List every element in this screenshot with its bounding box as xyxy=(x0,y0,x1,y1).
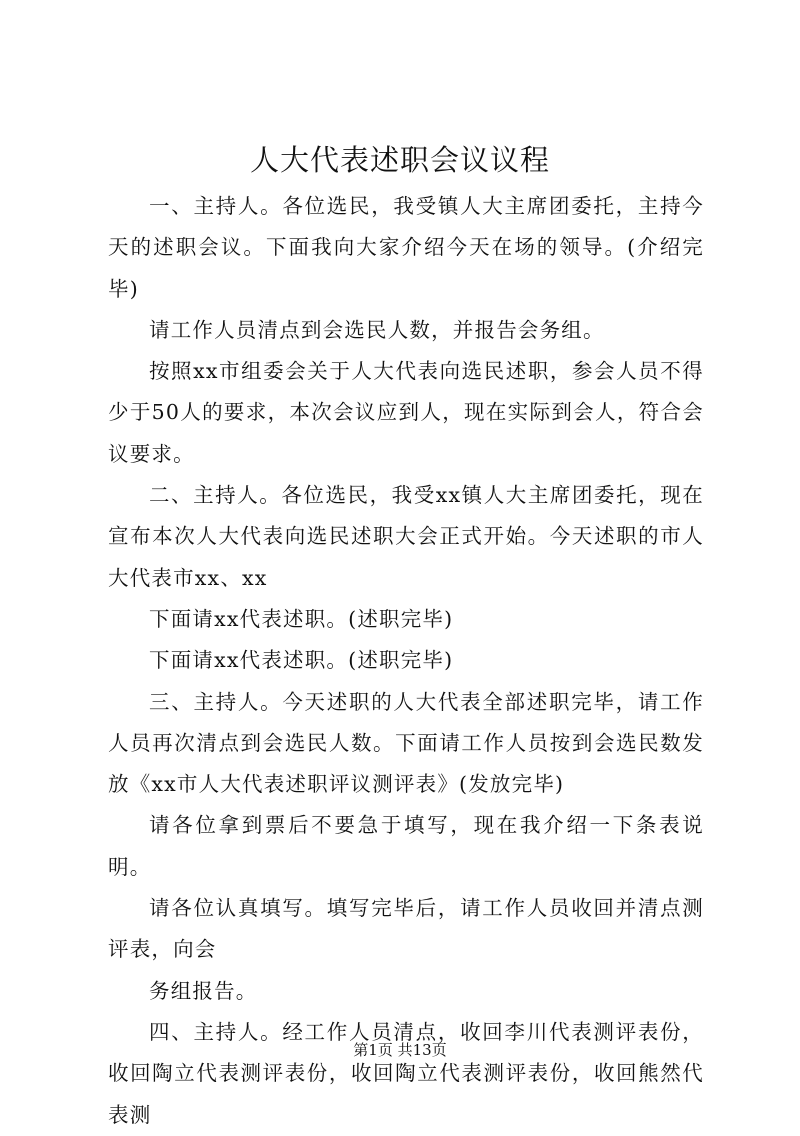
paragraph-8: 请各位拿到票后不要急于填写，现在我介绍一下条表说明。 xyxy=(108,813,704,879)
paragraph-9: 请各位认真填写。填写完毕后，请工作人员收回并清点测评表，向会 xyxy=(108,896,704,962)
paragraph-10: 务组报告。 xyxy=(149,978,258,1003)
paragraph-6: 下面请xx代表述职。(述职完毕) xyxy=(149,648,454,673)
paragraph-2: 请工作人员清点到会选民人数，并报告会务组。 xyxy=(149,317,605,342)
paragraph-3: 按照xx市组委会关于人大代表向选民述职，参会人员不得少于50人的要求，本次会议应到人，现在实际到会人，符合会议要求。 xyxy=(108,359,704,466)
document-title: 人大代表述职会议议程 xyxy=(249,143,550,177)
page-number-footer: 第1页 共13页 xyxy=(353,1041,447,1059)
paragraph-7: 三、主持人。今天述职的人大代表全部述职完毕，请工作人员再次清点到会选民人数。下面请工作人员按到会选民数发放《xx市人大代表述职评议测评表》(发放完毕) xyxy=(108,689,704,797)
paragraph-1: 一、主持人。各位选民，我受镇人大主席团委托，主持今天的述职会议。下面我向大家介绍今天在场的领导。(介绍完毕) xyxy=(108,194,704,301)
paragraph-5: 下面请xx代表述职。(述职完毕) xyxy=(149,606,454,631)
document-body xyxy=(108,186,704,1136)
paragraph-11: 四、主持人。经工作人员清点，收回李川代表测评表份，收回陶立代表测评表份，收回陶立代表测评表份，收回熊然代表测 xyxy=(108,1019,704,1127)
paragraph-4: 二、主持人。各位选民，我受xx镇人大主席团委托，现在宣布本次人大代表向选民述职大会正式开始。今天述职的市人大代表市xx、xx xyxy=(108,483,704,590)
